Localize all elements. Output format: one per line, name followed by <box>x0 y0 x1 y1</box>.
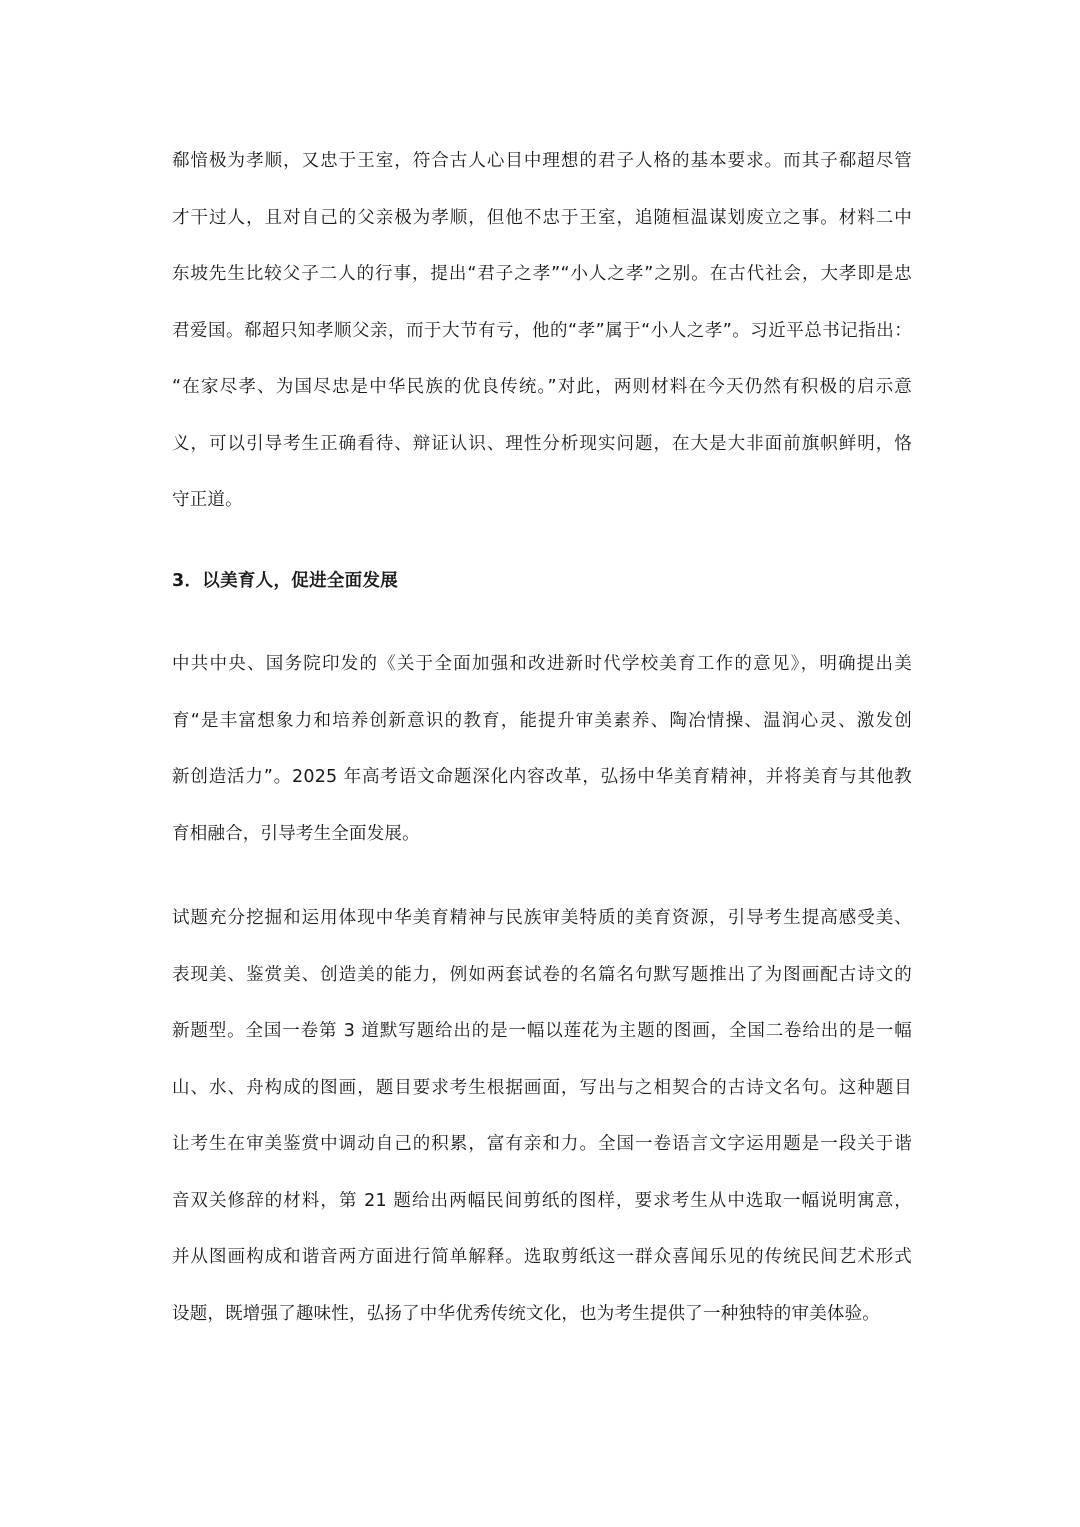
paragraph-line: 育相融合，引导考生全面发展。 <box>172 823 420 844</box>
paragraph-line: 并从图画构成和谐音两方面进行简单解释。选取剪纸这一群众喜闻乐见的传统民间艺术形式 <box>172 1247 912 1267</box>
paragraph-line: 才干过人，且对自己的父亲极为孝顺，但他不忠于王室，追随桓温谋划废立之事。材料二中 <box>172 207 912 228</box>
paragraph-line: 表现美、鉴赏美、创造美的能力，例如两套试卷的名篇名句默写题推出了为图画配古诗文的 <box>172 964 912 985</box>
paragraph-line: 义，可以引导考生正确看待、辩证认识、理性分析现实问题，在大是大非面前旗帜鲜明，恪 <box>172 433 912 454</box>
paragraph-line: 守正道。 <box>172 490 243 510</box>
paragraph-filial-piety <box>172 133 912 529</box>
paragraph-line: 育“是丰富想象力和培养创新意识的教育，能提升审美素养、陶冶情操、温润心灵、激发创 <box>172 710 912 731</box>
paragraph-line: “在家尽孝、为国尽忠是中华民族的优良传统。”对此，两则材料在今天仍然有积极的启示意 <box>172 377 912 397</box>
paragraph-line: 试题充分挖掘和运用体现中华美育精神与民族审美特质的美育资源，引导考生提高感受美、 <box>172 908 912 928</box>
section-heading: 3．以美育人，促进全面发展 <box>172 571 399 591</box>
paragraph-exam-questions <box>172 890 912 1342</box>
paragraph-line: 新创造活力”。2025 年高考语文命题深化内容改革，弘扬中华美育精神，并将美育与其他教 <box>172 767 912 787</box>
paragraph-line: 山、水、舟构成的图画，题目要求考生根据画面，写出与之相契合的古诗文名句。这种题目 <box>172 1077 912 1098</box>
paragraph-line: 郗愔极为孝顺，又忠于王室，符合古人心目中理想的君子人格的基本要求。而其子郗超尽管 <box>172 151 912 171</box>
paragraph-line: 君爱国。郗超只知孝顺父亲，而于大节有亏，他的“孝”属于“小人之孝”。习近平总书记指出： <box>172 320 912 341</box>
paragraph-aesthetic-education-opinion <box>172 636 912 862</box>
paragraph-line: 新题型。全国一卷第 3 道默写题给出的是一幅以莲花为主题的图画，全国二卷给出的是一幅 <box>172 1021 912 1041</box>
paragraph-line: 音双关修辞的材料，第 21 题给出两幅民间剪纸的图样，要求考生从中选取一幅说明寓意， <box>172 1190 912 1211</box>
paragraph-line: 东坡先生比较父子二人的行事，提出“君子之孝”“小人之孝”之别。在古代社会，大孝即是忠 <box>172 264 912 284</box>
paragraph-line: 设题，既增强了趣味性，弘扬了中华优秀传统文化，也为考生提供了一种独特的审美体验。 <box>172 1303 880 1324</box>
paragraph-line: 让考生在审美鉴赏中调动自己的积累，富有亲和力。全国一卷语言文字运用题是一段关于谐 <box>172 1134 912 1154</box>
paragraph-line: 中共中央、国务院印发的《关于全面加强和改进新时代学校美育工作的意见》，明确提出美 <box>172 654 912 674</box>
